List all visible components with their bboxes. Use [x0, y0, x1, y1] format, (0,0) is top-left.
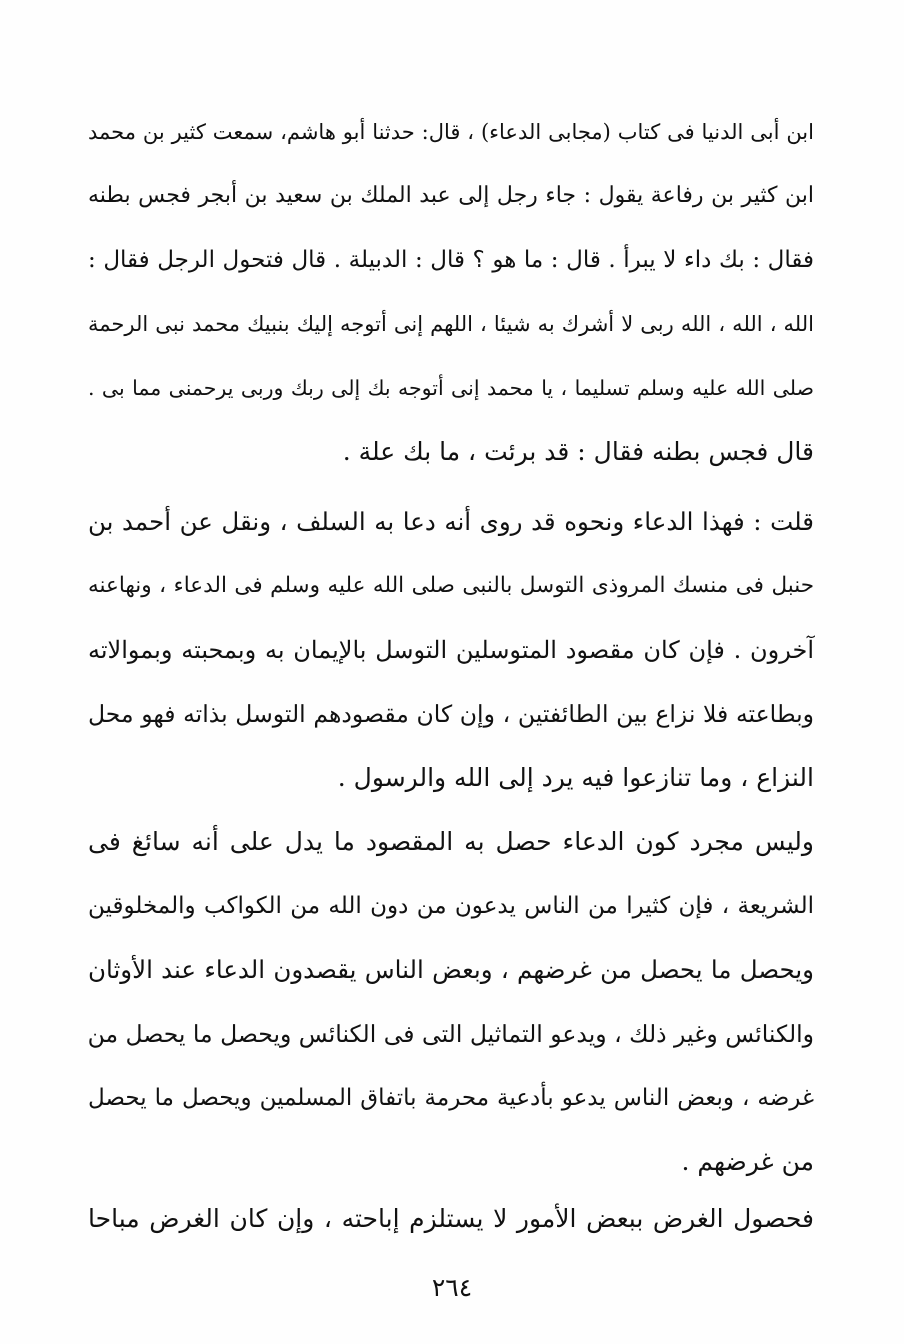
paragraph-3 — [88, 810, 814, 1194]
paragraph-2-line-3: آخرون . فإن كان مقصود المتوسلين التوسل بالإيمان به وبمحبته وبموالاته — [88, 636, 814, 664]
page-number: ٢٦٤ — [431, 1273, 473, 1302]
paragraph-3-line-3: ويحصل ما يحصل من غرضهم ، وبعض الناس يقصدون الدعاء عند الأوثان — [88, 955, 814, 984]
paragraph-1-line-4: الله ، الله ، الله ربى لا أشرك به شيئا ، اللهم إنى أتوجه إليك بنبيك محمد نبى الرحمة — [88, 312, 814, 336]
paragraph-4-line-1: فحصول الغرض ببعض الأمور لا يستلزم إباحته ، وإن كان الغرض مباحا — [88, 1204, 814, 1233]
paragraph-3-line-4: والكنائس وغير ذلك ، ويدعو التماثيل التى فى الكنائس ويحصل ما يحصل من — [87, 1020, 814, 1048]
paragraph-2-line-5: النزاع ، وما تنازعوا فيه يرد إلى الله والرسول . — [337, 763, 814, 792]
paragraph-2-line-4: وبطاعته فلا نزاع بين الطائفتين ، وإن كان مقصودهم التوسل بذاته فهو محل — [88, 700, 814, 728]
paragraph-3-line-2: الشريعة ، فإن كثيرا من الناس يدعون من دون الله من الكواكب والمخلوقين — [88, 893, 814, 919]
paragraph-1-line-3: فقال : بك داء لا يبرأ . قال : ما هو ؟ قال : الدبيلة . قال فتحول الرجل فقال : — [88, 247, 814, 273]
paragraph-1-line-2: ابن كثير بن رفاعة يقول : جاء رجل إلى عبد الملك بن سعيد بن أبجر فجس بطنه — [88, 183, 814, 208]
paragraph-4 — [88, 1187, 814, 1251]
paragraph-2-line-1: قلت : فهذا الدعاء ونحوه قد روى أنه دعا به السلف ، ونقل عن أحمد بن — [88, 507, 814, 536]
paragraph-3-line-6: من غرضهم . — [681, 1147, 814, 1176]
paragraph-3-line-1: وليس مجرد كون الدعاء حصل به المقصود ما يدل على أنه سائغ فى — [88, 827, 814, 856]
paragraph-1 — [88, 100, 814, 484]
paragraph-2 — [88, 490, 814, 810]
paragraph-1-line-1: ابن أبى الدنيا فى كتاب (مجابى الدعاء) ، قال: حدثنا أبو هاشم، سمعت كثير بن محمد — [88, 120, 814, 144]
paragraph-1-line-6: قال فجس بطنه فقال : قد برئت ، ما بك علة . — [342, 437, 814, 466]
paragraph-1-line-5: صلى الله عليه وسلم تسليما ، يا محمد إنى أتوجه بك إلى ربك وربى يرحمنى مما بى . — [88, 376, 814, 400]
paragraph-3-line-5: غرضه ، وبعض الناس يدعو بأدعية محرمة باتفاق المسلمين ويحصل ما يحصل — [88, 1085, 815, 1111]
paragraph-2-line-2: حنبل فى منسك المروذى التوسل بالنبى صلى الله عليه وسلم فى الدعاء ، ونهاعنه — [88, 573, 814, 598]
